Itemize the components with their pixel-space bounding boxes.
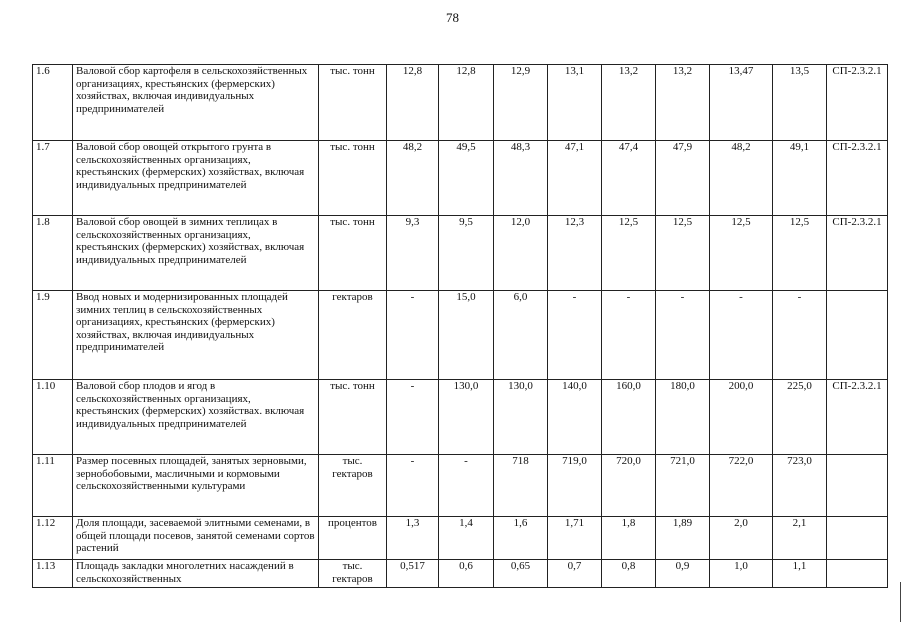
value-cell: 48,2: [710, 141, 773, 216]
value-cell: 12,5: [710, 216, 773, 291]
value-cell: 0,517: [387, 560, 439, 588]
value-cell: 47,1: [548, 141, 602, 216]
value-cell: 9,3: [387, 216, 439, 291]
value-cell: 9,5: [439, 216, 494, 291]
value-cell: 12,5: [773, 216, 827, 291]
source-cell: СП-2.3.2.1: [827, 65, 888, 141]
value-cell: -: [387, 291, 439, 380]
table-row: [33, 380, 888, 455]
value-cell: 130,0: [494, 380, 548, 455]
table-row: [33, 455, 888, 517]
unit-cell: процентов: [319, 517, 387, 560]
indicator-name: Ввод новых и модернизированных площадей зимних теплиц в сельскохозяйственных организациях, крестьянских (фермерских) хозяйствах, включая индивидуальных предпринимателей: [73, 291, 319, 380]
value-cell: 6,0: [494, 291, 548, 380]
source-cell: [827, 560, 888, 588]
row-number: 1.12: [33, 517, 73, 560]
row-number: 1.10: [33, 380, 73, 455]
source-cell: [827, 455, 888, 517]
value-cell: 2,0: [710, 517, 773, 560]
value-cell: -: [710, 291, 773, 380]
indicator-name: Валовой сбор овощей открытого грунта в сельскохозяйственных организациях, крестьянских (фермерских) хозяйствах, включая индивидуальных предпринимателей: [73, 141, 319, 216]
indicator-name: Доля площади, засеваемой элитными семенами, в общей площади посевов, занятой семенами сортов растений: [73, 517, 319, 560]
value-cell: 12,8: [439, 65, 494, 141]
table-row: [33, 517, 888, 560]
indicator-name: Площадь закладки многолетних насаждений в сельскохозяйственных: [73, 560, 319, 588]
unit-cell: тыс. тонн: [319, 65, 387, 141]
unit-cell: тыс. тонн: [319, 141, 387, 216]
unit-cell: тыс. тонн: [319, 216, 387, 291]
value-cell: 130,0: [439, 380, 494, 455]
source-cell: СП-2.3.2.1: [827, 141, 888, 216]
indicator-name: Размер посевных площадей, занятых зерновыми, зернобобовыми, масличными и кормовыми сельскохозяйственными культурами: [73, 455, 319, 517]
source-cell: СП-2.3.2.1: [827, 216, 888, 291]
row-number: 1.11: [33, 455, 73, 517]
value-cell: 719,0: [548, 455, 602, 517]
table-row: [33, 65, 888, 141]
scan-edge-line: [900, 582, 901, 622]
value-cell: 160,0: [602, 380, 656, 455]
value-cell: -: [387, 455, 439, 517]
unit-cell: тыс. гектаров: [319, 560, 387, 588]
value-cell: 722,0: [710, 455, 773, 517]
value-cell: 47,4: [602, 141, 656, 216]
value-cell: 12,5: [656, 216, 710, 291]
value-cell: -: [387, 380, 439, 455]
page-number: 78: [446, 10, 459, 25]
source-cell: [827, 517, 888, 560]
value-cell: 0,6: [439, 560, 494, 588]
value-cell: -: [602, 291, 656, 380]
row-number: 1.7: [33, 141, 73, 216]
value-cell: 49,5: [439, 141, 494, 216]
value-cell: 13,2: [656, 65, 710, 141]
value-cell: 723,0: [773, 455, 827, 517]
value-cell: 13,5: [773, 65, 827, 141]
value-cell: 0,8: [602, 560, 656, 588]
value-cell: 47,9: [656, 141, 710, 216]
value-cell: -: [773, 291, 827, 380]
value-cell: 15,0: [439, 291, 494, 380]
value-cell: 718: [494, 455, 548, 517]
indicator-name: Валовой сбор овощей в зимних теплицах в сельскохозяйственных организациях, крестьянских (фермерских) хозяйствах, включая индивидуальных предпринимателей: [73, 216, 319, 291]
table-row: [33, 216, 888, 291]
value-cell: 12,9: [494, 65, 548, 141]
unit-cell: гектаров: [319, 291, 387, 380]
value-cell: 13,2: [602, 65, 656, 141]
value-cell: 48,3: [494, 141, 548, 216]
source-cell: [827, 291, 888, 380]
indicators-table: [32, 64, 888, 588]
indicator-name: Валовой сбор плодов и ягод в сельскохозяйственных организациях, крестьянских (фермерских) хозяйствах. включая индивидуальных предпринимателей: [73, 380, 319, 455]
table-row: [33, 141, 888, 216]
value-cell: -: [439, 455, 494, 517]
value-cell: 720,0: [602, 455, 656, 517]
table-row: [33, 560, 888, 588]
value-cell: 0,9: [656, 560, 710, 588]
value-cell: 12,5: [602, 216, 656, 291]
value-cell: 13,1: [548, 65, 602, 141]
value-cell: 721,0: [656, 455, 710, 517]
value-cell: 13,47: [710, 65, 773, 141]
unit-cell: тыс. гектаров: [319, 455, 387, 517]
row-number: 1.13: [33, 560, 73, 588]
value-cell: 48,2: [387, 141, 439, 216]
indicator-name: Валовой сбор картофеля в сельскохозяйственных организациях, крестьянских (фермерских) хозяйствах, включая индивидуальных предпринимателей: [73, 65, 319, 141]
value-cell: 1,0: [710, 560, 773, 588]
row-number: 1.9: [33, 291, 73, 380]
value-cell: 1,1: [773, 560, 827, 588]
table-body: [33, 65, 888, 588]
value-cell: 1,4: [439, 517, 494, 560]
value-cell: 1,89: [656, 517, 710, 560]
value-cell: 1,3: [387, 517, 439, 560]
row-number: 1.8: [33, 216, 73, 291]
source-cell: СП-2.3.2.1: [827, 380, 888, 455]
value-cell: 12,8: [387, 65, 439, 141]
value-cell: 49,1: [773, 141, 827, 216]
table-row: [33, 291, 888, 380]
value-cell: -: [548, 291, 602, 380]
value-cell: 1,6: [494, 517, 548, 560]
value-cell: 140,0: [548, 380, 602, 455]
unit-cell: тыс. тонн: [319, 380, 387, 455]
value-cell: 225,0: [773, 380, 827, 455]
value-cell: 0,65: [494, 560, 548, 588]
value-cell: 1,8: [602, 517, 656, 560]
value-cell: 200,0: [710, 380, 773, 455]
value-cell: 0,7: [548, 560, 602, 588]
value-cell: -: [656, 291, 710, 380]
value-cell: 180,0: [656, 380, 710, 455]
value-cell: 12,0: [494, 216, 548, 291]
value-cell: 2,1: [773, 517, 827, 560]
row-number: 1.6: [33, 65, 73, 141]
value-cell: 1,71: [548, 517, 602, 560]
value-cell: 12,3: [548, 216, 602, 291]
